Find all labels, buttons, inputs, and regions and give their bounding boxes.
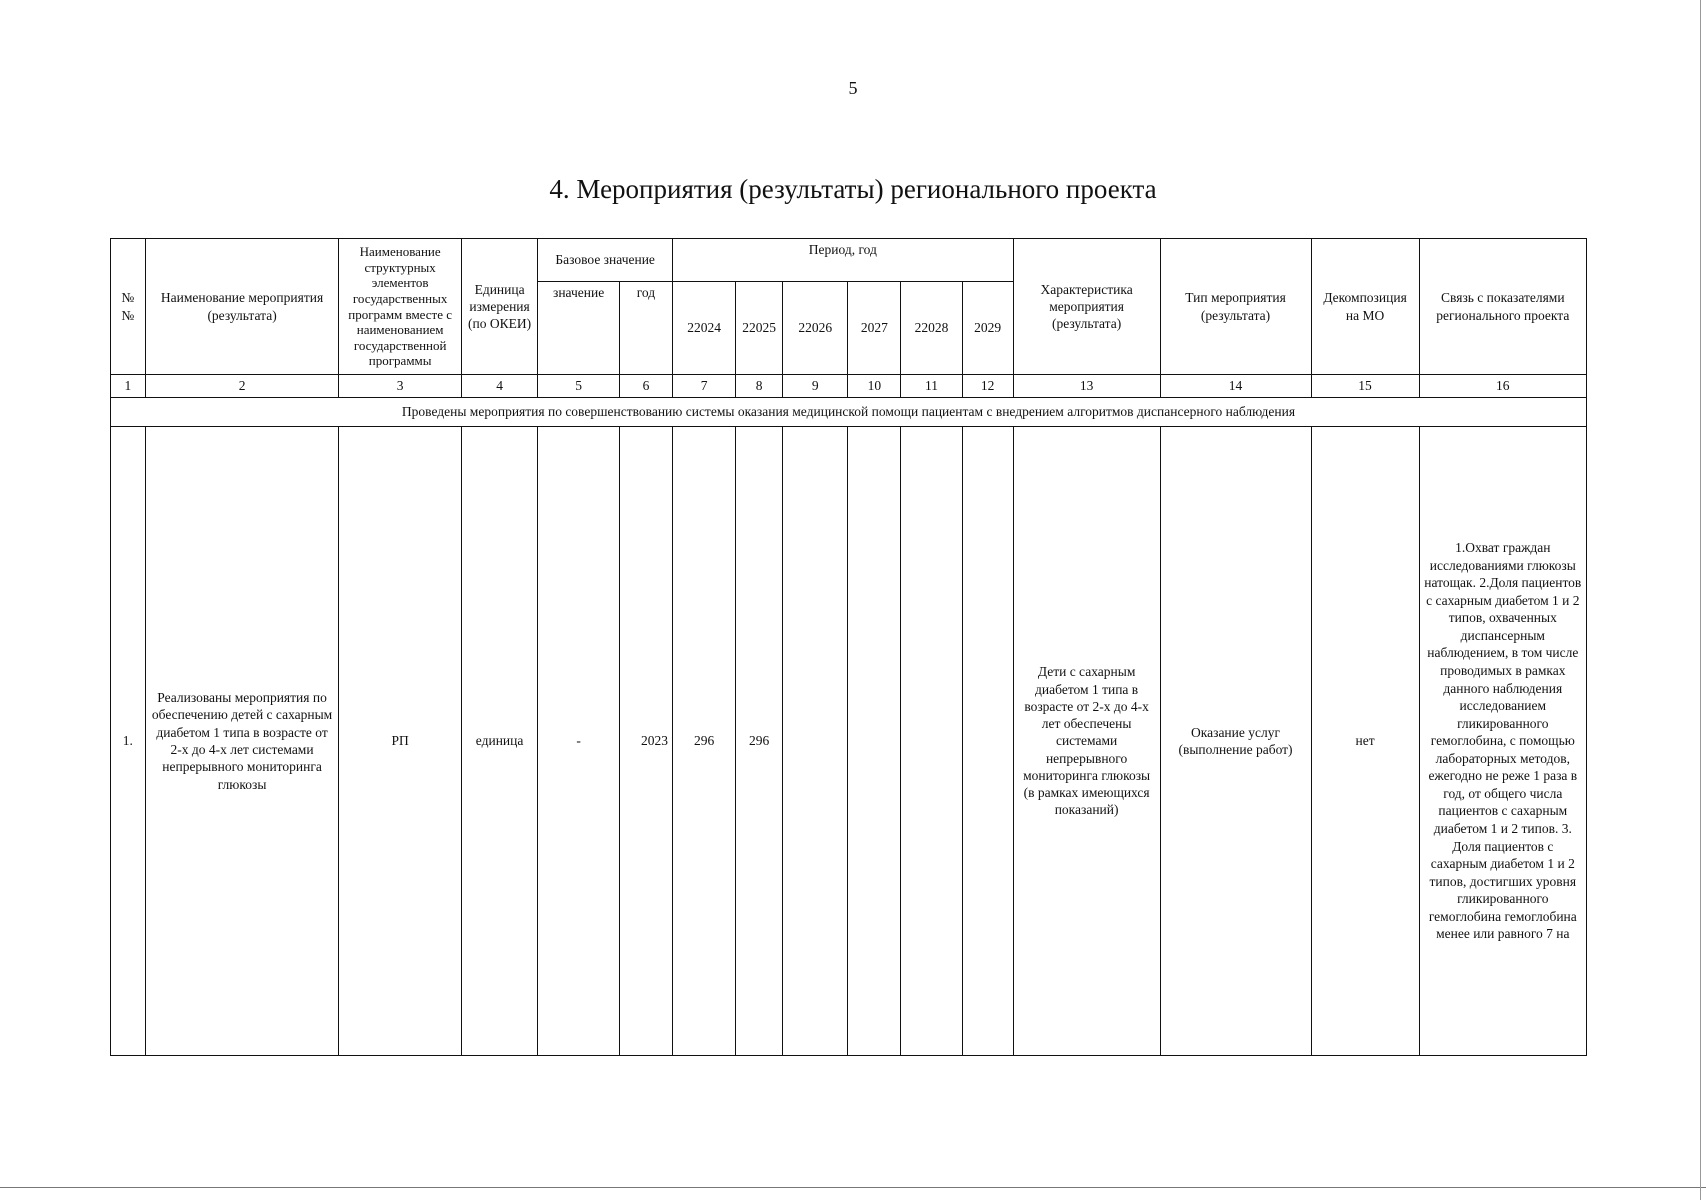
header-period: Период, год bbox=[672, 239, 1013, 282]
page-number: 5 bbox=[848, 78, 858, 98]
results-table bbox=[110, 238, 1587, 1056]
column-number: 1 bbox=[111, 375, 146, 398]
column-number: 5 bbox=[538, 375, 620, 398]
column-number: 12 bbox=[962, 375, 1013, 398]
header-year-4: 2027 bbox=[848, 282, 901, 375]
section-title: Проведены мероприятия по совершенствованию системы оказания медицинской помощи пациентам с внедрением алгоритмов диспансерного наблюдения bbox=[111, 398, 1587, 427]
column-number: 14 bbox=[1160, 375, 1311, 398]
row-year-6 bbox=[962, 427, 1013, 1056]
section-row bbox=[111, 398, 1587, 427]
row-base-value: - bbox=[538, 427, 620, 1056]
header-year-2: 22025 bbox=[736, 282, 783, 375]
column-number: 4 bbox=[461, 375, 537, 398]
header-base-value: значение bbox=[538, 282, 620, 375]
column-number: 3 bbox=[339, 375, 461, 398]
table-row bbox=[111, 427, 1587, 1056]
column-number: 16 bbox=[1419, 375, 1586, 398]
column-number: 11 bbox=[901, 375, 962, 398]
column-number: 2 bbox=[145, 375, 339, 398]
column-number: 7 bbox=[672, 375, 735, 398]
header-year-5: 22028 bbox=[901, 282, 962, 375]
row-num: 1. bbox=[111, 427, 146, 1056]
header-row bbox=[111, 239, 1587, 282]
header-year-6: 2029 bbox=[962, 282, 1013, 375]
column-number: 13 bbox=[1013, 375, 1160, 398]
row-unit: единица bbox=[461, 427, 537, 1056]
row-year-5 bbox=[901, 427, 962, 1056]
column-number: 9 bbox=[783, 375, 848, 398]
row-year-2: 296 bbox=[736, 427, 783, 1056]
row-decomposition: нет bbox=[1311, 427, 1419, 1056]
header-struct: Наименование структурных элементов государственных программ вместе с наименованием государственной программы bbox=[339, 239, 461, 375]
scan-edge-bottom bbox=[0, 1187, 1706, 1188]
header-num: №№ bbox=[111, 239, 146, 375]
header-base: Базовое значение bbox=[538, 239, 673, 282]
column-number: 15 bbox=[1311, 375, 1419, 398]
row-link: 1.Охват граждан исследованиями глюкозы натощак. 2.Доля пациентов с сахарным диабетом 1 и 2 типов, охваченных диспансерным наблюдением, в том числе проводимых в рамках данного наблюдения исследованием гликированного гемоглобина, с помощью лабораторных методов, ежегодно не реже 1 раза в год, от общего числа пациентов с сахарным диабетом 1 и 2 типов. 3. Доля пациентов с сахарным диабетом 1 и 2 типов, достигших уровня гликированного гемоглобина гемоглобина менее или равного 7 на bbox=[1419, 427, 1586, 1056]
header-year-1: 22024 bbox=[672, 282, 735, 375]
header-type: Тип мероприятия (результата) bbox=[1160, 239, 1311, 375]
header-link: Связь с показателями регионального проекта bbox=[1419, 239, 1586, 375]
row-characteristic: Дети с сахарным диабетом 1 типа в возрасте от 2-х до 4-х лет обеспечены системами непрерывного мониторинга глюкозы (в рамках имеющихся показаний) bbox=[1013, 427, 1160, 1056]
column-number: 6 bbox=[619, 375, 672, 398]
scan-edge-right bbox=[1700, 0, 1701, 1200]
header-name: Наименование мероприятия (результата) bbox=[145, 239, 339, 375]
header-decomposition: Декомпозиция на МО bbox=[1311, 239, 1419, 375]
row-year-3 bbox=[783, 427, 848, 1056]
row-year-1: 296 bbox=[672, 427, 735, 1056]
row-year-4 bbox=[848, 427, 901, 1056]
column-number-row bbox=[111, 375, 1587, 398]
header-unit: Единица измерения (по ОКЕИ) bbox=[461, 239, 537, 375]
row-base-year: 2023 bbox=[619, 427, 672, 1056]
header-base-year: год bbox=[619, 282, 672, 375]
row-struct: РП bbox=[339, 427, 461, 1056]
row-name: Реализованы мероприятия по обеспечению детей с сахарным диабетом 1 типа в возрасте от 2-х до 4-х лет системами непрерывного мониторинга глюкозы bbox=[145, 427, 339, 1056]
column-number: 10 bbox=[848, 375, 901, 398]
document-title: 4. Мероприятия (результаты) регионального проекта bbox=[549, 174, 1157, 204]
column-number: 8 bbox=[736, 375, 783, 398]
row-type: Оказание услуг (выполнение работ) bbox=[1160, 427, 1311, 1056]
header-year-3: 22026 bbox=[783, 282, 848, 375]
header-characteristic: Характеристика мероприятия (результата) bbox=[1013, 239, 1160, 375]
